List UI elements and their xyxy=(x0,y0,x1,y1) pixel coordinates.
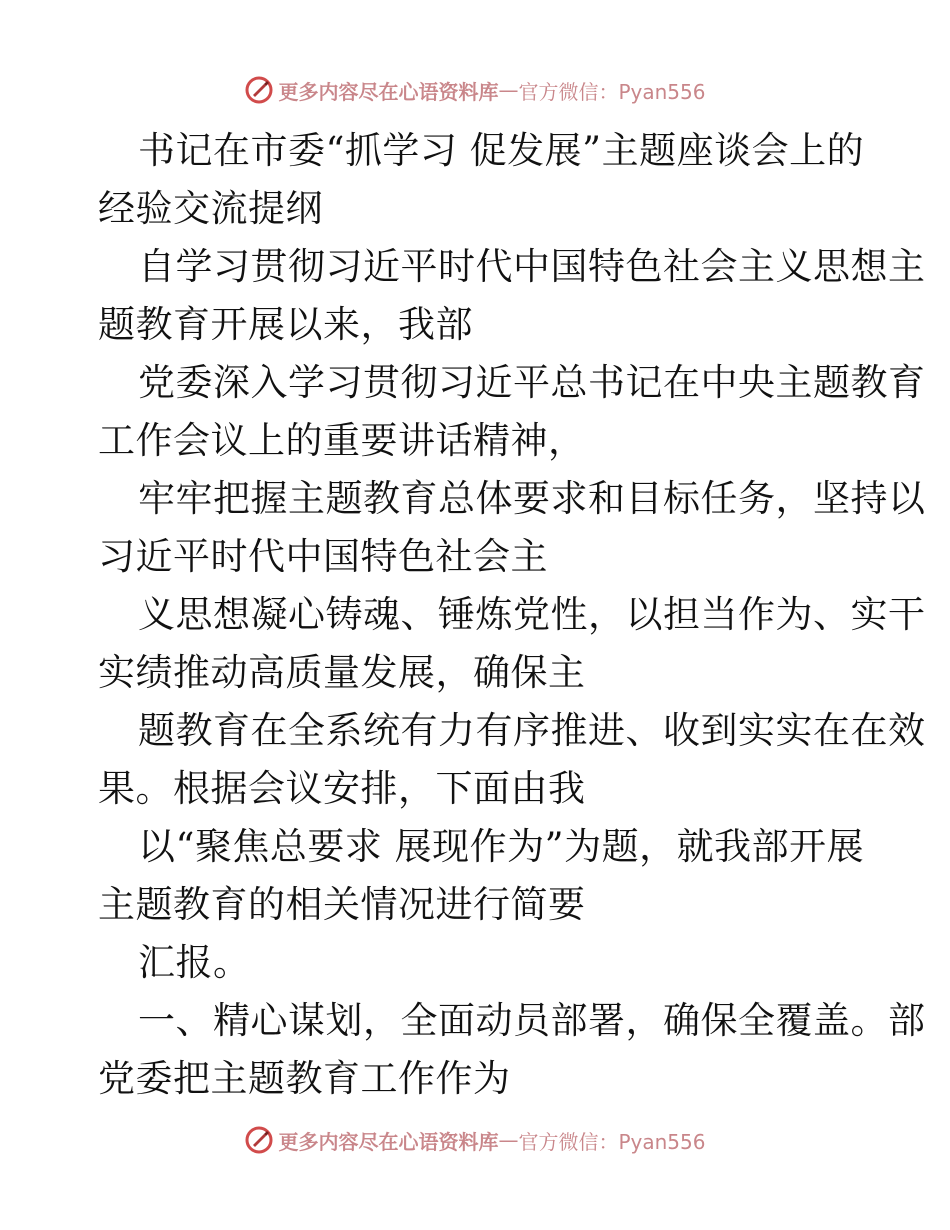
footer-banner xyxy=(0,1120,950,1160)
banner-separator: — xyxy=(498,1128,519,1152)
paragraph-line: 主题教育的相关情况进行简要 xyxy=(98,883,586,926)
paragraph-line: 果。根据会议安排，下面由我 xyxy=(98,767,586,810)
paragraph-line: 题教育在全系统有力有序推进、收到实实在在效 xyxy=(138,709,926,752)
title-line-1: 书记在市委“抓学习 促发展”主题座谈会上的 xyxy=(138,129,865,172)
paragraph-line: 党委把主题教育工作作为 xyxy=(98,1057,511,1100)
paragraph-line: 以“聚焦总要求 展现作为”为题，就我部开展 xyxy=(138,825,865,868)
paragraph-line: 自学习贯彻习近平时代中国特色社会主义思想主 xyxy=(138,245,926,288)
banner-contact: 官方微信：Pyan556 xyxy=(518,79,706,104)
banner-separator: — xyxy=(498,78,519,102)
paragraph-line: 牢牢把握主题教育总体要求和目标任务，坚持以 xyxy=(138,477,926,520)
paragraph-line: 实绩推动高质量发展，确保主 xyxy=(98,651,586,694)
title-line-2: 经验交流提纲 xyxy=(98,187,323,230)
paragraph-line: 义思想凝心铸魂、锤炼党性，以担当作为、实干 xyxy=(138,593,926,636)
banner-text: 更多内容尽在心语资料库 xyxy=(278,1129,499,1154)
banner-contact: 官方微信：Pyan556 xyxy=(518,1129,706,1154)
logo-icon xyxy=(244,75,274,105)
banner-text: 更多内容尽在心语资料库 xyxy=(278,79,499,104)
document-body xyxy=(98,122,926,1108)
paragraph-line: 习近平时代中国特色社会主 xyxy=(98,535,548,578)
paragraph-line: 汇报。 xyxy=(138,941,251,984)
section-heading-line: 一、精心谋划，全面动员部署，确保全覆盖。部 xyxy=(138,999,926,1042)
header-banner xyxy=(0,70,950,110)
paragraph-line: 党委深入学习贯彻习近平总书记在中央主题教育 xyxy=(138,361,926,404)
paragraph-line: 工作会议上的重要讲话精神， xyxy=(98,419,586,462)
paragraph-line: 题教育开展以来，我部 xyxy=(98,303,473,346)
logo-icon xyxy=(244,1125,274,1155)
